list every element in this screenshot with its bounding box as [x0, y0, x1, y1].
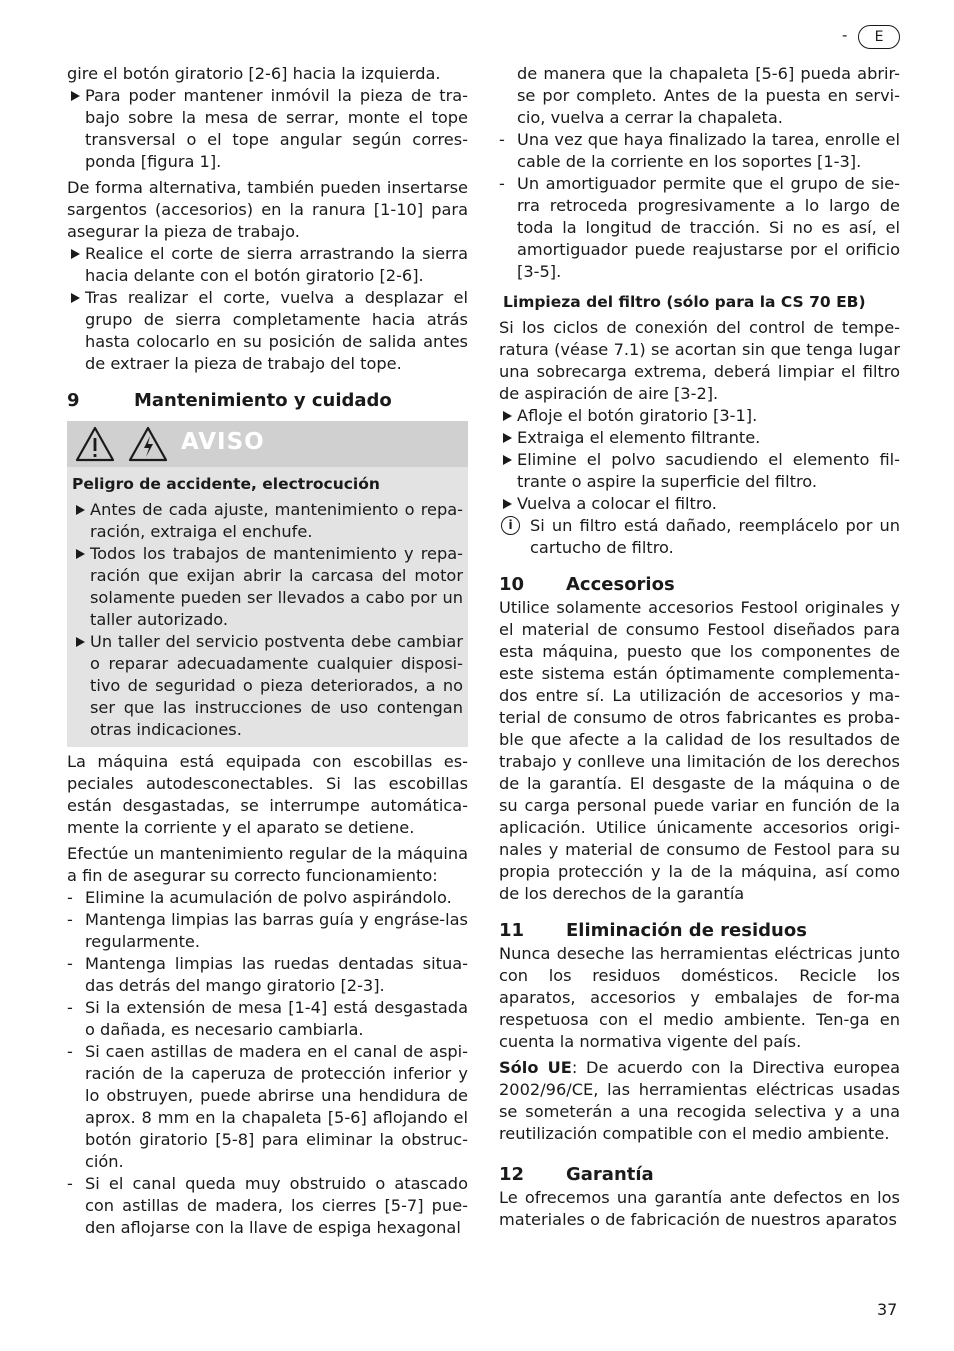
warning-triangle-icon — [74, 425, 116, 463]
list-item: - Mantenga limpias las ruedas dentadas situa-das detrás del mango giratorio [2-3]. — [67, 953, 468, 997]
eu-text: : De acuerdo con la Directiva europea 2002/96/CE, las herramientas eléctricas usadas se someterán a una recogida selectiva y a una reutilización compatible con el medio ambiente. — [499, 1058, 900, 1143]
paragraph: Nunca deseche las herramientas eléctricas junto con los residuos domésticos. Recicle los aparatos, accesorios y embalajes de for-ma respetuosa con el medio ambiente. Ten-ga en cuenta la normativa vigente del país. — [499, 944, 900, 1051]
right-column — [499, 63, 900, 1231]
instruction-step: Vuelva a colocar el filtro. — [499, 493, 900, 515]
paragraph: Si los ciclos de conexión del control de tempe-ratura (véase 7.1) se acortan sin que tenga lugar una sobrecarga extrema, deberá limpiar el filtro de aspiración de aire [3-2]. — [499, 318, 900, 403]
section-title: Eliminación de residuos — [566, 920, 807, 941]
section-number: 9 — [67, 390, 80, 411]
instruction-step: Realice el corte de sierra arrastrando la sierra hacia delante con el botón giratorio [2-6]. — [67, 243, 468, 287]
paragraph: Le ofrecemos una garantía ante defectos en los materiales o de fabricación de nuestros aparatos — [499, 1188, 900, 1229]
list-item: - Un amortiguador permite que el grupo de sie-rra retroceda progresivamente a lo largo de toda la longitud de tracción. Si no es así, el amortiguador puede reajustarse por el orificio [3-5]. — [499, 173, 900, 283]
subsection-heading: Limpieza del filtro (sólo para la CS 70 EB) — [503, 293, 866, 311]
paragraph: Utilice solamente accesorios Festool originales y el material de consumo Festool diseñados para esta máquina, puesto que los componentes de este sistema están óptimamente complementa-dos entre sí. La utilización de accesorios y ma-terial de consumo de otros fabricantes es proba-ble que afecte a la calidad de los resultados de trabajo y conlleve una limitación de los derechos de la garantía. El desgaste de la máquina o de su carga personal puede variar en función de la aplicación. Utilice únicamente accesorios origi-nales y material de consumo de Festool para su propia protección y la de la máquina, así como de los derechos de la garantía — [499, 598, 900, 903]
section-heading-12 — [499, 1163, 900, 1187]
paragraph: De forma alternativa, también pueden insertarse sargentos (accesorios) en la ranura [1-10] para asegurar la pieza de trabajo. — [67, 178, 468, 241]
list-item: - Si caen astillas de madera en el canal de aspi-ración de la caperuza de protección inferior y lo obstruyen, puede abrirse una hendidura de aprox. 8 mm en la chapaleta [5-6] aflojando el botón giratorio [5-8] para eliminar la obstruc-ción. — [67, 1041, 468, 1173]
warning-item: Un taller del servicio postventa debe cambiar o reparar adecuadamente cualquier disposi-tivo de seguridad o pieza deteriorados, a no ser que las instrucciones de uso contengan otras indicaciones. — [72, 631, 463, 741]
instruction-step: Para poder mantener inmóvil la pieza de tra-bajo sobre la mesa de serrar, monte el tope transversal o el tope angular según corres-ponda [figura 1]. — [67, 85, 468, 173]
paragraph — [499, 1057, 900, 1145]
list-item: - Si el canal queda muy obstruido o atascado con astillas de madera, los cierres [5-7] pue-den aflojarse con la llave de espiga hexagonal — [67, 1173, 468, 1239]
instruction-step: Elimine el polvo sacudiendo el elemento fil-trante o aspire la superficie del filtro. — [499, 449, 900, 493]
section-number: 12 — [499, 1164, 525, 1185]
warning-box — [67, 421, 468, 747]
instruction-step: Extraiga el elemento filtrante. — [499, 427, 900, 449]
warning-item: Antes de cada ajuste, mantenimiento o repa-ración, extraiga el enchufe. — [72, 499, 463, 543]
electric-hazard-icon — [127, 425, 169, 463]
warning-subtitle: Peligro de accidente, electrocución — [72, 475, 380, 493]
section-heading-11 — [499, 919, 900, 943]
info-icon: i — [501, 516, 520, 535]
warning-title: AVISO — [181, 429, 265, 455]
section-heading-10 — [499, 573, 900, 597]
section-title: Garantía — [566, 1164, 654, 1185]
section-number: 11 — [499, 920, 525, 941]
instruction-step: Tras realizar el corte, vuelva a desplazar el grupo de sierra completamente hacia atrás hasta colocarlo en su posición de salida antes de extraer la pieza de trabajo del tope. — [67, 287, 468, 375]
language-badge: E — [858, 25, 900, 49]
list-item: - Una vez que haya finalizado la tarea, enrolle el cable de la corriente en los soportes [1-3]. — [499, 129, 900, 173]
page-number: 37 — [877, 1300, 898, 1319]
section-title: Mantenimiento y cuidado — [134, 390, 392, 411]
paragraph: La máquina está equipada con escobillas es-peciales autodesconectables. Si las escobillas están desgastadas, se interrumpe automática-mente la corriente y el aparato se detiene. — [67, 752, 468, 837]
paragraph: gire el botón giratorio [2-6] hacia la izquierda. — [67, 64, 441, 83]
section-heading-9 — [67, 389, 468, 413]
instruction-step: Afloje el botón giratorio [3-1]. — [499, 405, 900, 427]
language-dash: - — [842, 26, 848, 44]
section-title: Accesorios — [566, 574, 675, 595]
list-item: - Elimine la acumulación de polvo aspirándolo. — [67, 887, 468, 909]
paragraph-continuation: de manera que la chapaleta [5-6] pueda abrir-se por completo. Antes de la puesta en servi-cio, vuelva a cerrar la chapaleta. — [517, 64, 900, 127]
paragraph: Efectúe un mantenimiento regular de la máquina a fin de asegurar su correcto funcionamiento: — [67, 844, 468, 885]
left-column — [67, 63, 468, 1239]
warning-body — [67, 467, 468, 747]
info-note — [499, 515, 900, 559]
warning-item: Todos los trabajos de mantenimiento y repa-ración que exijan abrir la carcasa del motor solamente pueden ser llevados a cabo por un taller autorizado. — [72, 543, 463, 631]
eu-label: Sólo UE — [499, 1058, 572, 1077]
info-text: Si un filtro está dañado, reemplácelo por un cartucho de filtro. — [530, 516, 900, 557]
list-item: - Mantenga limpias las barras guía y engráse-las regularmente. — [67, 909, 468, 953]
warning-header — [67, 421, 468, 467]
list-item: - Si la extensión de mesa [1-4] está desgastada o dañada, es necesario cambiarla. — [67, 997, 468, 1041]
section-number: 10 — [499, 574, 525, 595]
